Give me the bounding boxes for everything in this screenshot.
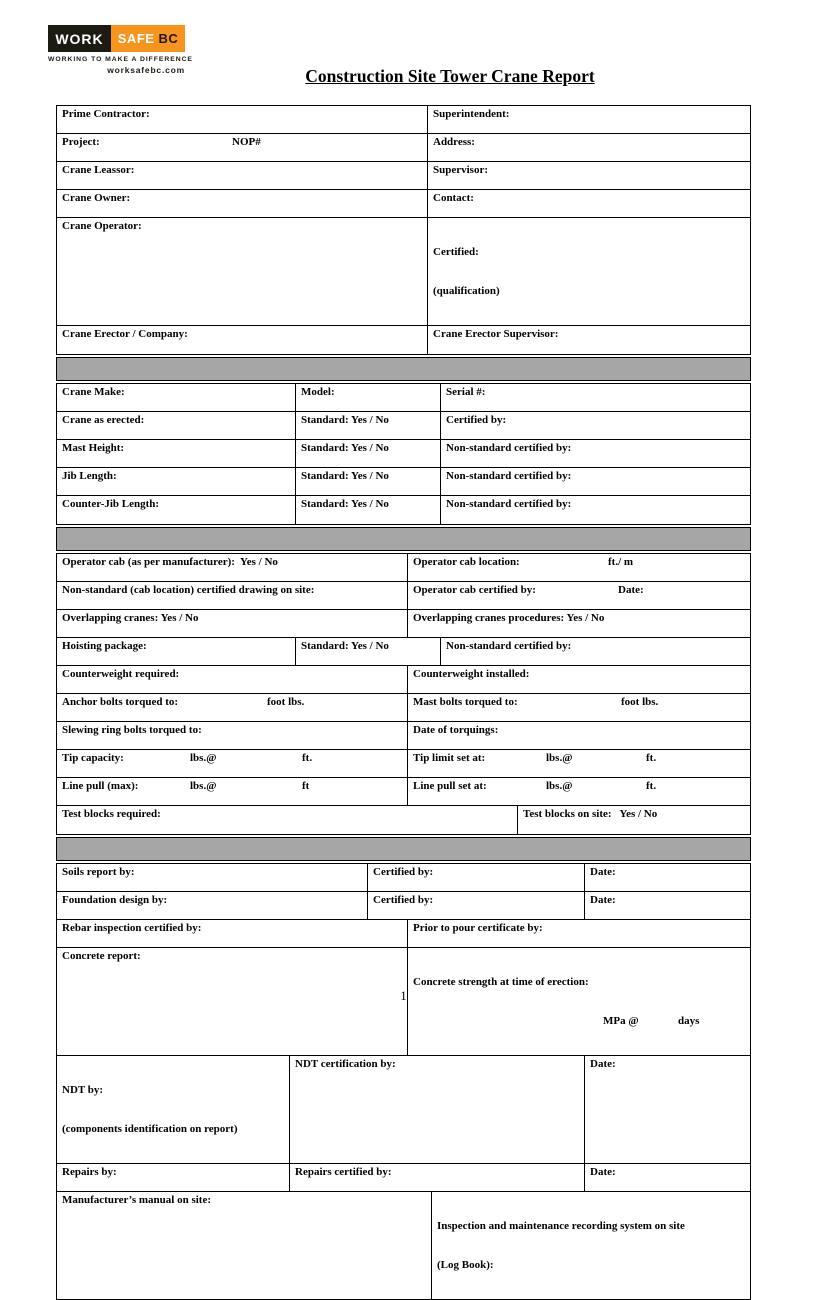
log-book-label: (Log Book): [437, 1259, 494, 1271]
field-counterweight-required: Counterweight required: [57, 666, 408, 693]
field-anchor-bolts [57, 694, 408, 721]
project-label: Project: [62, 136, 100, 148]
line-pull-set-label: Line pull set at: [413, 780, 487, 792]
form-row [57, 1164, 750, 1192]
field-inspection-log-book [432, 1192, 750, 1299]
form-row [57, 384, 750, 412]
section-divider-bar [56, 837, 751, 861]
field-crane-erector: Crane Erector / Company: [57, 326, 428, 354]
page-number: 1 [400, 989, 407, 1003]
field-address: Address: [433, 136, 475, 148]
field-jib-length: Jib Length: [57, 468, 296, 495]
field-non-standard-certified-by: Non-standard certified by: [446, 498, 572, 510]
date-label: Date: [618, 584, 644, 596]
form-row [57, 582, 750, 610]
section-site-info [56, 105, 751, 355]
form-row [57, 864, 750, 892]
days-label: days [678, 1015, 700, 1027]
field-repairs-certified-by: Repairs certified by: [290, 1164, 585, 1191]
field-operator-cab: Operator cab (as per manufacturer): Yes / No [57, 554, 408, 581]
field-crane-owner: Crane Owner: [57, 190, 428, 217]
section-operation [56, 553, 751, 835]
form-row [57, 778, 750, 806]
lbs-at-label: lbs.@ [546, 752, 573, 764]
field-hoisting-package: Hoisting package: [57, 638, 296, 665]
field-non-standard-certified-by: Non-standard certified by: [446, 470, 572, 482]
field-foundation-design-by: Foundation design by: [57, 892, 368, 919]
field-non-standard-drawing: Non-standard (cab location) certified drawing on site: [57, 582, 408, 609]
logo-tagline: WORKING TO MAKE A DIFFERENCE [48, 56, 193, 63]
form-row [57, 468, 750, 496]
field-crane-make: Crane Make: [57, 384, 296, 411]
field-operator-cab-location [408, 554, 750, 581]
line-pull-max-label: Line pull (max): [62, 780, 139, 792]
form-row [57, 1056, 750, 1164]
form-row [57, 722, 750, 750]
inspection-system-label: Inspection and maintenance recording system on site [437, 1220, 685, 1232]
field-serial: Serial #: [446, 386, 486, 398]
form-row [57, 1192, 750, 1299]
field-date: Date: [590, 1058, 616, 1070]
field-prime-contractor: Prime Contractor: [57, 106, 428, 133]
field-standard-yes-no: Standard: Yes / No [296, 496, 441, 524]
field-model: Model: [296, 384, 441, 411]
field-standard-yes-no: Standard: Yes / No [296, 638, 441, 665]
field-mast-height: Mast Height: [57, 440, 296, 467]
field-standard-yes-no: Standard: Yes / No [296, 468, 441, 495]
field-mast-bolts [408, 694, 750, 721]
field-crane-as-erected: Crane as erected: [57, 412, 296, 439]
section-divider-bar [56, 357, 751, 381]
page-title: Construction Site Tower Crane Report [305, 66, 595, 86]
concrete-strength-label: Concrete strength at time of erection: [413, 976, 589, 988]
field-slewing-ring-bolts: Slewing ring bolts torqued to: [57, 722, 408, 749]
nop-label: NOP# [232, 136, 261, 148]
lbs-at-label: lbs.@ [190, 780, 217, 792]
section-divider-bar [56, 527, 751, 551]
ft-label: ft [302, 780, 310, 792]
field-date: Date: [590, 866, 616, 878]
certified-label: Certified: [433, 246, 479, 258]
field-date-of-torquings: Date of torquings: [413, 724, 499, 736]
logo-url: worksafebc.com [107, 65, 185, 75]
field-supervisor: Supervisor: [433, 164, 488, 176]
cab-location-unit: ft./ m [608, 556, 634, 568]
form-row [57, 496, 750, 524]
field-certified-qualification [428, 218, 750, 325]
section-foundation [56, 863, 751, 1300]
form-row [57, 190, 750, 218]
worksafebc-logo [48, 25, 193, 75]
form-row [57, 412, 750, 440]
form-row [57, 638, 750, 666]
field-standard-yes-no: Standard: Yes / No [296, 440, 441, 467]
ndt-note-label: (components identification on report) [62, 1123, 238, 1135]
tip-limit-label: Tip limit set at: [413, 752, 486, 764]
cab-certified-by-label: Operator cab certified by: [413, 584, 536, 596]
form-row [57, 554, 750, 582]
field-overlapping-cranes: Overlapping cranes: Yes / No [57, 610, 408, 637]
foot-lbs-label: foot lbs. [267, 696, 305, 708]
logo-box [48, 25, 185, 52]
foot-lbs-label: foot lbs. [621, 696, 659, 708]
form-row [57, 218, 750, 326]
field-crane-leassor: Crane Leassor: [57, 162, 428, 189]
form-row [57, 920, 750, 948]
form-row [57, 610, 750, 638]
logo-safe-text: SAFE [117, 31, 155, 46]
form-row [57, 892, 750, 920]
form-row [57, 440, 750, 468]
field-line-pull-set-at [408, 778, 750, 805]
field-non-standard-certified-by: Non-standard certified by: [446, 442, 572, 454]
field-certified-by: Certified by: [368, 864, 585, 891]
field-crane-erector-supervisor: Crane Erector Supervisor: [433, 328, 559, 340]
field-ndt-by [57, 1056, 290, 1163]
form-row [57, 326, 750, 354]
field-project [57, 134, 428, 161]
field-manufacturers-manual: Manufacturer’s manual on site: [57, 1192, 432, 1299]
field-test-blocks-on-site: Test blocks on site: Yes / No [523, 808, 658, 820]
logo-safe-bc-mark [111, 25, 185, 52]
field-rebar-inspection: Rebar inspection certified by: [57, 920, 408, 947]
field-repairs-by: Repairs by: [57, 1164, 290, 1191]
form-row [57, 666, 750, 694]
field-certified-by: Certified by: [368, 892, 585, 919]
field-concrete-report: Concrete report: [57, 948, 408, 1055]
form-row [57, 106, 750, 134]
form-row [57, 694, 750, 722]
field-test-blocks-required: Test blocks required: [57, 806, 518, 834]
field-contact: Contact: [433, 192, 474, 204]
field-certified-by: Certified by: [446, 414, 507, 426]
section-crane-specs [56, 383, 751, 525]
field-ndt-certification-by: NDT certification by: [290, 1056, 585, 1163]
ft-label: ft. [302, 752, 313, 764]
field-line-pull-max [57, 778, 408, 805]
form-row [57, 134, 750, 162]
field-tip-limit-set-at [408, 750, 750, 777]
tip-capacity-label: Tip capacity: [62, 752, 124, 764]
field-soils-report-by: Soils report by: [57, 864, 368, 891]
lbs-at-label: lbs.@ [190, 752, 217, 764]
form-row [57, 162, 750, 190]
mpa-label: MPa @ [603, 1015, 639, 1027]
lbs-at-label: lbs.@ [546, 780, 573, 792]
field-date: Date: [590, 894, 616, 906]
ft-label: ft. [646, 780, 657, 792]
field-overlapping-procedures: Overlapping cranes procedures: Yes / No [413, 612, 605, 624]
mpa-days-line [413, 1015, 745, 1028]
field-counterweight-installed: Counterweight installed: [413, 668, 530, 680]
ndt-by-label: NDT by: [62, 1084, 104, 1096]
form-row [57, 806, 750, 834]
cab-location-label: Operator cab location: [413, 556, 520, 568]
field-counter-jib-length: Counter-Jib Length: [57, 496, 296, 524]
logo-bc-text: BC [158, 31, 179, 46]
logo-work-mark: WORK [48, 25, 111, 52]
field-prior-to-pour: Prior to pour certificate by: [413, 922, 543, 934]
field-superintendent: Superintendent: [433, 108, 510, 120]
ft-label: ft. [646, 752, 657, 764]
anchor-bolts-label: Anchor bolts torqued to: [62, 696, 179, 708]
field-standard-yes-no: Standard: Yes / No [296, 412, 441, 439]
crane-report-form [56, 105, 751, 1300]
field-crane-operator: Crane Operator: [57, 218, 428, 325]
field-non-standard-certified-by: Non-standard certified by: [446, 640, 572, 652]
form-row [57, 750, 750, 778]
mast-bolts-label: Mast bolts torqued to: [413, 696, 518, 708]
qualification-label: (qualification) [433, 285, 500, 297]
field-tip-capacity [57, 750, 408, 777]
field-date: Date: [590, 1166, 616, 1178]
field-operator-cab-certified-by [408, 582, 750, 609]
